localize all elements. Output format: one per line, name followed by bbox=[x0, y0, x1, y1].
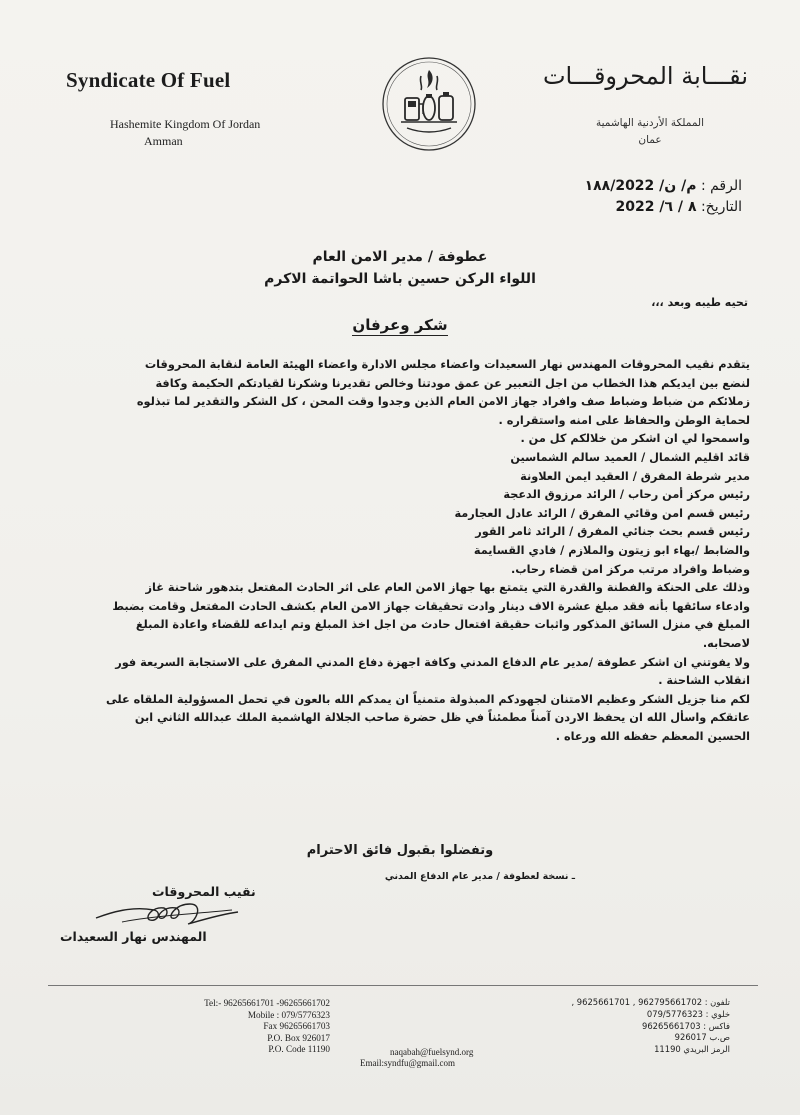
footer-arabic-contacts bbox=[560, 997, 730, 1056]
english-letterhead-title: Syndicate Of Fuel bbox=[66, 68, 231, 92]
body-line: المبلغ في منزل السائق المذكور واثبات حقيقة افتعال حادث من اجل اخذ المبلغ وتم ايداعه للقضاء واعادة المبلغ bbox=[135, 618, 750, 632]
reference-number-value: م/ ن/ ١٨٨/2022 bbox=[584, 178, 697, 194]
subject-heading bbox=[0, 316, 800, 334]
body-line: ولا يفوتني ان اشكر عطوفة /مدير عام الدفاع المدني وكافة اجهزة دفاع المدني المفرق على الاستجابة السريعة فور bbox=[115, 655, 750, 669]
body-line: يتقدم نقيب المحروقات المهندس نهار السعيدات واعضاء مجلس الادارة واعضاء الهيئة العامة لنقابة المحروقات bbox=[144, 358, 750, 371]
body-line: عاتقكم واسأل الله ان يحفظ الاردن آمناً مطمئناً في ظل حضرة صاحب الجلالة الهاشمية الملك عبدالله الثاني ابن bbox=[134, 711, 750, 725]
greeting: تحيه طيبه وبعد ،،، bbox=[651, 296, 748, 309]
closing-line: وتفضلوا بقبول فائق الاحترام bbox=[306, 843, 494, 858]
english-country: Hashemite Kingdom Of Jordan bbox=[110, 117, 261, 131]
handwritten-signature-icon bbox=[92, 892, 242, 932]
syndicate-emblem-icon bbox=[381, 56, 477, 152]
body-line: لاصحابه. bbox=[702, 636, 750, 650]
reference-block bbox=[585, 176, 742, 218]
reference-date-value: ٨ / ٦/ 2022 bbox=[615, 199, 697, 215]
footer-web: naqabah@fuelsynd.org bbox=[390, 1047, 474, 1057]
reference-number-label: الرقم : bbox=[700, 178, 742, 194]
signatory-name: المهندس نهار السعيدات bbox=[60, 929, 207, 944]
arabic-letterhead-address bbox=[580, 115, 720, 149]
body-line: وادعاء سائقها بأنه فقد مبلغ عشرة الاف دينار وادت تحقيقات جهاز الامن العام بكشف الحادث المفتعل وقامت بضبط bbox=[112, 599, 750, 613]
english-city: Amman bbox=[144, 134, 183, 148]
body-line: لحماية الوطن والحفاظ على امنه واستقراره . bbox=[498, 413, 750, 427]
body-line: انقلاب الشاحنة . bbox=[658, 674, 750, 688]
body-line: واسمحوا لي ان اشكر من خلالكم كل من . bbox=[520, 432, 750, 446]
body-line: والضابط /بهاء ابو زيتون والملازم / فادي القسايمة bbox=[473, 543, 750, 557]
english-letterhead-address bbox=[110, 116, 260, 150]
footer-english-line: Tel:- 96265661701 -96265661702 bbox=[204, 998, 330, 1008]
footer-arabic-line: فاكس : 96265661703 bbox=[642, 1020, 730, 1031]
footer-arabic-line: خلوي : 079/5776323 bbox=[646, 1008, 730, 1019]
body-line: زملائكم من ضباط وضباط صف وافراد جهاز الامن العام الذين وجدوا وقت المحن ، كل الشكر والتقدير لما تبذلوه bbox=[136, 395, 750, 409]
body-line: مدير شرطة المفرق / العقيد ايمن العلاونة bbox=[520, 469, 750, 483]
footer-english-line: Mobile : 079/5776323 bbox=[247, 1009, 330, 1020]
footer-email: Email:syndfu@gmail.com bbox=[360, 1058, 456, 1068]
body-line: الحسين المعظم حفظه الله ورعاه . bbox=[555, 729, 750, 743]
reference-date bbox=[585, 197, 742, 218]
body-line: لنضع بين ايديكم هذا الخطاب من اجل التعبير عن عمق مودتنا وخالص تقديرنا وشكرنا لقيادتكم الحكيمة وكافة bbox=[155, 376, 750, 390]
footer-english-contacts bbox=[180, 998, 330, 1056]
reference-date-label: التاريخ: bbox=[700, 199, 742, 215]
body-line: رئيس مركز أمن رحاب / الرائد مرزوق الدعجة bbox=[503, 488, 750, 502]
body-line: قائد اقليم الشمال / العميد سالم الشماسين bbox=[510, 450, 750, 464]
footer-english-line: Fax 96265661703 bbox=[263, 1021, 330, 1031]
body-line: رئيس قسم امن وقائي المفرق / الرائد عادل العجارمة bbox=[454, 506, 750, 520]
subject-text: شكر وعرفان bbox=[352, 316, 448, 334]
arabic-city: عمان bbox=[638, 134, 662, 146]
body-line: وضباط وافراد مرتب مركز امن قضاء رحاب. bbox=[510, 562, 750, 576]
addressee-line-2: اللواء الركن حسين باشا الحواتمة الاكرم bbox=[264, 271, 536, 287]
reference-number bbox=[585, 176, 742, 197]
footer-web-contacts bbox=[360, 1047, 473, 1069]
carbon-copy-note: ـ نسخة لعطوفة / مدير عام الدفاع المدني bbox=[384, 871, 575, 882]
arabic-letterhead-title: نقـــابة المحروقـــات bbox=[542, 62, 748, 90]
footer-english-line: P.O. Code 11190 bbox=[268, 1044, 330, 1054]
arabic-country: المملكة الأردنية الهاشمية bbox=[595, 117, 705, 129]
addressee-block bbox=[0, 246, 800, 290]
body-line: لكم منا جزيل الشكر وعظيم الامتنان لجهودكم المبذولة متمنياً ان يمدكم الله بالعون في تحمل المسؤولية الملقاه على bbox=[105, 692, 750, 706]
body-line: وذلك على الحنكة والفطنة والقدرة التي يتمتع بها جهاز الامن العام على اثر الحادث المفتعل بتدهور شاحنة غاز bbox=[145, 581, 750, 595]
addressee-line-1: عطوفة / مدير الامن العام bbox=[312, 249, 488, 265]
letter-body bbox=[44, 356, 750, 746]
footer-arabic-line: تلفون : 962795661702 , 9625661701 , bbox=[571, 997, 730, 1007]
footer-divider bbox=[48, 985, 758, 986]
body-line: رئيس قسم بحث جنائي المفرق / الرائد ثامر القور bbox=[475, 525, 750, 539]
footer-arabic-line: ص.ب 926017 bbox=[674, 1032, 730, 1043]
footer-english-line: P.O. Box 926017 bbox=[267, 1032, 330, 1043]
signatory-title: نقيب المحروقات bbox=[152, 884, 256, 899]
footer-arabic-line: الرمز البريدي 11190 bbox=[654, 1044, 730, 1055]
